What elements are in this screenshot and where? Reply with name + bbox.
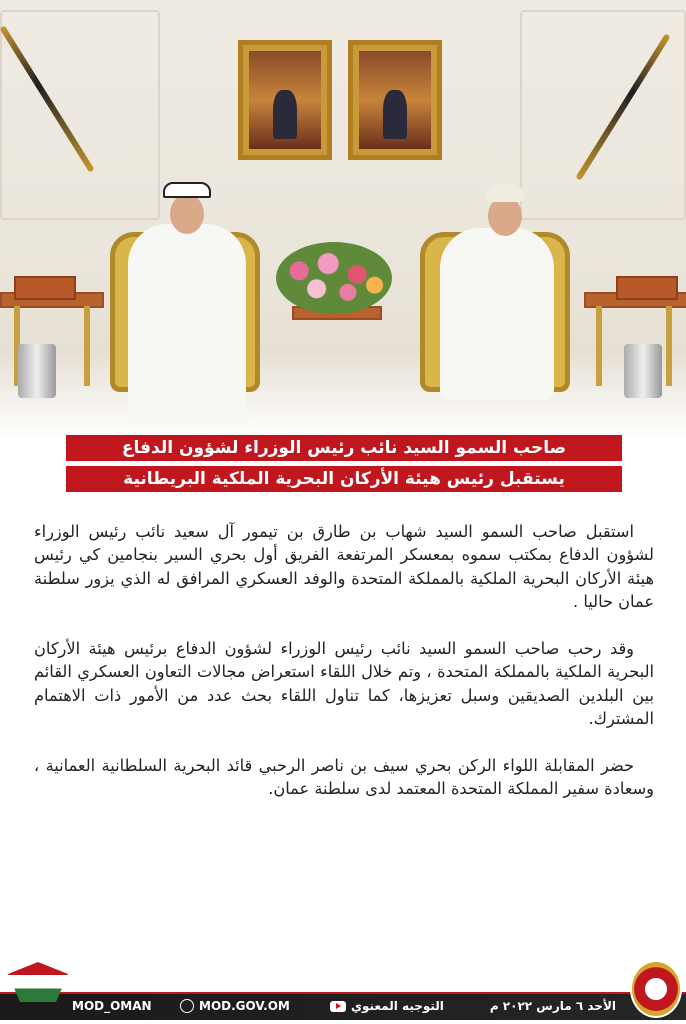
naval-officer	[128, 224, 246, 424]
officer-head	[170, 194, 204, 234]
paragraph-1: استقبل صاحب السمو السيد شهاب بن طارق بن تيمور آل سعيد نائب رئيس الوزراء لشؤون الدفاع بمكتب سموه بمعسكر المرتفعة الفريق أول بحري السير بنجامين كي رئيس هيئة الأركان البحرية الملكية بالمملكة المتحدة والوفد العسكري المرافق له الذي يزور سلطنة عمان حاليا .	[34, 522, 654, 612]
headline-line-1: صاحب السمو السيد نائب رئيس الوزراء لشؤون الدفاع	[66, 435, 622, 461]
footer-directorate[interactable]	[330, 999, 444, 1013]
youtube-icon	[330, 1001, 346, 1012]
footer-website[interactable]	[180, 999, 290, 1013]
paragraph-2: وقد رحب صاحب السمو السيد نائب رئيس الوزراء لشؤون الدفاع برئيس هيئة الأركان البحرية الملكية بالمملكة المتحدة ، وتم خلال اللقاء استعراض مجالات التعاون العسكري القائم بين البلدين الصديقين وسبل تعزيزها، كما تناول اللقاء بحث عدد من الأمور ذات الاهتمام المشترك.	[34, 639, 654, 729]
portrait-frame-left	[238, 40, 332, 160]
flower-arrangement	[276, 242, 392, 314]
waste-bin-left	[18, 344, 56, 398]
footer-bar	[0, 986, 686, 1024]
host-turban	[486, 184, 524, 202]
website-text: MOD.GOV.OM	[199, 999, 290, 1013]
table-leg	[84, 306, 90, 386]
date-text: الأحد ٦ مارس ٢٠٢٢ م	[489, 999, 616, 1013]
paragraph-3: حضر المقابلة اللواء الركن بحري سيف بن ناصر الرحبي قائد البحرية السلطانية العمانية ، وسعادة سفير المملكة المتحدة المعتمد لدى سلطنة عمان.	[34, 756, 654, 799]
portrait-frame-right	[348, 40, 442, 160]
headline-line-2: يستقبل رئيس هيئة الأركان البحرية الملكية البريطانية	[66, 466, 622, 492]
host-in-dishdasha	[440, 228, 554, 400]
footer-handle[interactable]	[72, 999, 152, 1013]
host-head	[488, 196, 522, 236]
globe-icon	[180, 999, 194, 1013]
wall-panel	[0, 10, 160, 220]
footer-date	[490, 999, 616, 1013]
meeting-photo	[0, 0, 686, 440]
waste-bin-right	[624, 344, 662, 398]
table-leg	[596, 306, 602, 386]
directorate-text: التوجيه المعنوي	[351, 999, 444, 1013]
officer-cap	[163, 182, 211, 198]
tissue-box-right	[616, 276, 678, 300]
ministry-of-defence-emblem	[630, 960, 682, 1018]
article-body	[34, 520, 654, 824]
tissue-box-left	[14, 276, 76, 300]
handle-text: MOD_OMAN	[72, 999, 152, 1013]
table-leg	[666, 306, 672, 386]
